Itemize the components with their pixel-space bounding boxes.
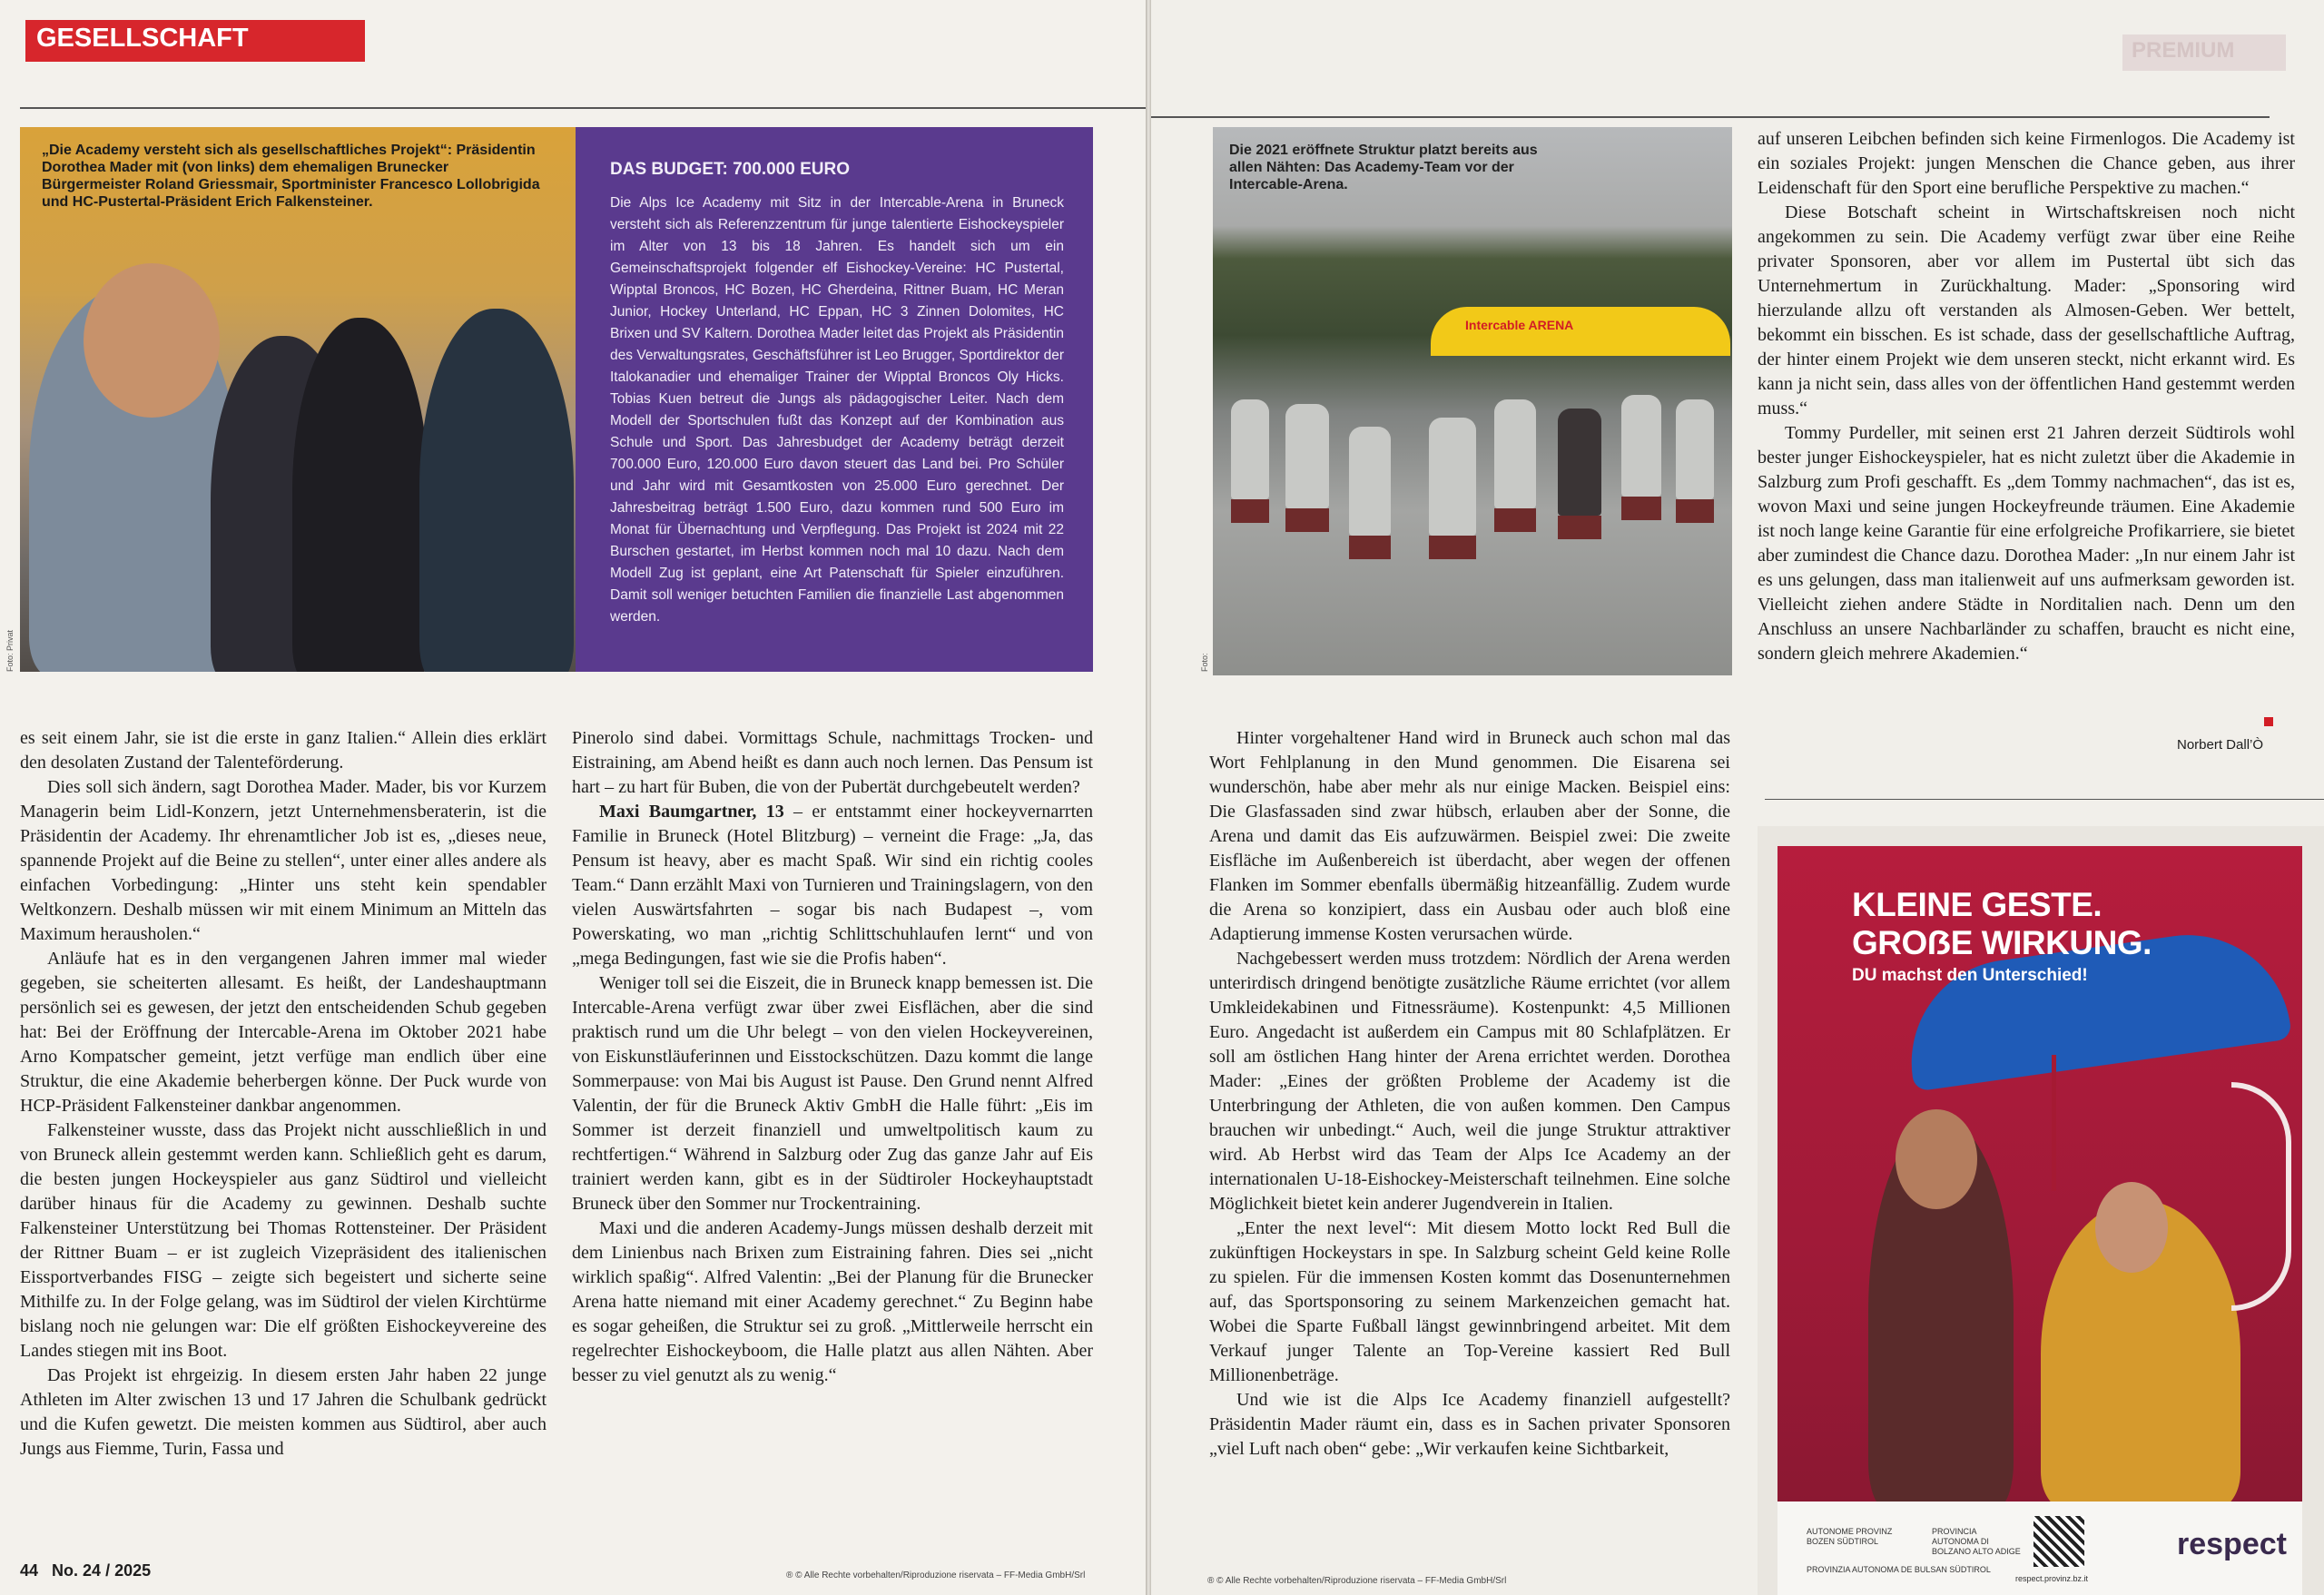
qr-code (2034, 1516, 2084, 1567)
respect-logo: respect (2177, 1527, 2287, 1561)
arena-sign: Intercable ARENA (1465, 318, 1574, 332)
photo-caption: Die 2021 eröffnete Struktur platzt bereits aus allen Nähten: Das Academy-Team vor der Intercable-Arena. (1229, 143, 1538, 192)
academy-photo (20, 127, 576, 672)
paragraph: Pinerolo sind dabei. Vormittags Schule, nachmittags Trocken- und Eistraining, am Abend heißt es dann auch noch lernen. Das Pensum ist hart – zu hart für Buben, die von der Pubertät durchgebeutelt werden? (572, 728, 1093, 797)
person-figure (292, 318, 428, 672)
article-column-1 (20, 726, 547, 1462)
player-figure (1285, 404, 1329, 508)
paragraph: Maxi und die anderen Academy-Jungs müssen deshalb derzeit mit dem Linienbus nach Brixen zum Eistraining fahren. Dies sei „nicht wirklich spaßig“. Alfred Valentin: „Bei der Planung für die Brunecker Arena hatte niemand mit einer Academy gerechnet.“ Zu Beginn habe es sogar geheißen, die Struktur sei zu groß. „Mittlerweile herrscht ein regelrechter Eishockeyboom, die Halle platzt aus allen Nähten. Aber besser zu viel genutzt als zu wenig.“ (572, 1218, 1093, 1385)
person-face (84, 263, 220, 418)
paragraph-lead: Maxi Baumgartner, 13 (599, 802, 784, 822)
article-column-2 (572, 726, 1093, 1388)
budget-info-box (576, 127, 1093, 672)
ad-headline-line-2: GROẞE WIRKUNG. (1852, 924, 2152, 961)
player-figure (1494, 399, 1536, 508)
umbrella-handle (2052, 1055, 2056, 1191)
ad-headline (1852, 886, 2152, 962)
person-figure (419, 309, 574, 672)
header-rule (20, 107, 1146, 109)
player-figure (1558, 409, 1601, 516)
photo-credit: Foto: (1200, 653, 1209, 672)
player-figure (1621, 395, 1661, 497)
ghost-header-label: PREMIUM (2122, 34, 2286, 71)
ad-subline: DU machst den Unterschied! (1852, 966, 2088, 985)
budget-text: Die Alps Ice Academy mit Sitz in der Intercable-Arena in Bruneck versteht sich als Referenzzentrum für junge talentierte Eishockeyspieler im Alter von 13 bis 18 Jahren. Es handelt sich um ein Gemeinschaftsprojekt folgender elf Eishockey-Vereine: HC Pustertal, Wipptal Broncos, HC Bozen, HC Gherdeina, Rittner Buam, HC Meran Junior, Hockey Unterland, HC Eppan, HC 3 Zinnen Dolomites, HC Brixen und SV Kaltern. Dorothea Mader leitet das Projekt als Präsidentin des Verwaltungsrates, Geschäftsführer ist Leo Brugger, Sportdirektor der Italokanadier und ehemaliger Trainer der Wipptal Broncos Oly Hicks. Tobias Kuen betreut die Jungs als pädagogischer Leiter. Nach dem Modell der Sportschulen fußt das Konzept auf der Kombination aus Schule und Sport. Das Jahresbudget der Academy beträgt derzeit 700.000 Euro, 120.000 Euro davon steuert das Land bei. Pro Schüler und Jahr wird mit Gesamtkosten von 25.000 Euro gerechnet. Der Jahresbeitrag beträgt 1.500 Euro, dazu kommen rund 500 Euro im Monat für Übernachtung und Verpflegung. Das Projekt ist 2024 mit 22 Burschen gestartet, im Herbst kommen noch mal 10 dazu. Nach dem Modell Zug ist geplant, eine Art Patenschaft für Spieler einzuführen. Damit soll weniger betuchten Familien die finanzielle Last abgenommen werden. (610, 195, 1064, 625)
section-label: GESELLSCHAFT (25, 20, 365, 62)
province-label-de: AUTONOME PROVINZ BOZEN SÜDTIROL (1807, 1527, 1893, 1546)
player-figure (1429, 418, 1476, 536)
photo-caption: „Die Academy versteht sich als gesellschaftliches Projekt“: Präsidentin Dorothea Mader mit (von links) dem ehemaligen Brunecker Bürgermeister Roland Griessmair, Sportminister Francesco Lollobrigida und HC-Pustertal-Präsident Erich Falkensteiner. (42, 143, 540, 210)
ribbon-graphic (2231, 1082, 2291, 1311)
page-footer (20, 1561, 151, 1580)
article-column-3 (1209, 726, 1730, 1462)
photo-credit: Foto: Privat (5, 629, 15, 672)
left-page (0, 0, 1146, 1595)
ad-artwork (1777, 846, 2302, 1501)
paragraph: Falkensteiner wusste, dass das Projekt nicht ausschließlich in und von Bruneck allein gestemmt werden kann. Schließlich geht es darum, die besten jungen Hockeyspieler aus ganz Südtirol und vielleicht darüber hinaus für die Academy zu gewinnen. Deshalb suchte Falkensteiner Unterstützung bei Thomas Rottensteiner. Der Präsident der Rittner Buam – er ist zugleich Vizepräsident des italienischen Eissportverbandes FISG – zeigte sich begeistert und sicherte seine Mithilfe zu. In der Folge gelang, was im Südtirol der vielen Kirchtürme bislang noch nie gelungen war: Die elf größten Eishockeyvereine des Landes stiegen mit ins Boot. (20, 1120, 547, 1361)
paragraph: Dies soll sich ändern, sagt Dorothea Mader. Mader, bis vor Kurzem Managerin beim Lidl-Konzern, jetzt Unternehmensberaterin, ist die Präsidentin der Academy. Ihr ehrenamtlicher Job ist es, „dieses neue, spannende Projekt auf die Beine zu stellen“, unter einer alles andere als einfachen Vorbedingung: „Hinter uns steht kein spendabler Weltkonzern. Deshalb müssen wir mit einem Minimum an Mitteln das Maximum herausholen.“ (20, 777, 547, 944)
paragraph: es seit einem Jahr, sie ist die erste in ganz Italien.“ Allein dies erklärt den desolaten Zustand der Talenteförderung. (20, 728, 547, 773)
province-label-it: PROVINCIA AUTONOMA DI BOLZANO ALTO ADIGE (1932, 1527, 2021, 1556)
header-rule (1151, 116, 2270, 118)
ad-footer (1777, 1501, 2302, 1595)
paragraph: Hinter vorgehaltener Hand wird in Bruneck auch schon mal das Wort Fehlplanung in den Mund genommen. Die Eisarena sei wunderschön, habe aber mehr als nur einige Macken. Beispiel eins: Die Glasfassaden sind zwar hübsch, erlauben aber der Sonne, die Arena und damit das Eis aufzuwärmen. Beispiel zwei: Die zweite Eisfläche im Außenbereich ist überdacht, aber wegen der offenen Flanken im Sommer ebenfalls übermäßig hitzeanfällig. Zudem wurde die Arena so konzipiert, dass ein Ausbau oder auch bloß eine Adaptierung immense Kosten verursachen würde. (1209, 728, 1730, 944)
ad-headline-line-1: KLEINE GESTE. (1852, 886, 2102, 923)
player-figure (1676, 399, 1714, 499)
issue-number: No. 24 / 2025 (52, 1561, 152, 1580)
ad-separator-rule (1765, 799, 2324, 800)
paragraph: Nachgebessert werden muss trotzdem: Nördlich der Arena werden unterirdisch dringend benötigte zusätzliche Räume errichtet (vor allem Umkleidekabinen und Fitnessräume). Kostenpunkt: 4,5 Millionen Euro. Angedacht ist außerdem ein Campus mit 80 Schlafplätzen. Er soll am östlichen Hang hinter der Arena errichtet werden. Dorothea Mader: „Eines der größten Probleme der Academy ist die Unterbringung der Athleten, die von außen kommen. Den Campus brauchen wir unbedingt.“ Auch, weil die junge Struktur attraktiver wird. Ab Herbst wird das Team der Alps Ice Academy an der internationalen U-18-Eishockey-Meisterschaft teilnehmen. Eine solche Möglichkeit bietet kein anderer Jugendverein in Italien. (1209, 949, 1730, 1214)
woman-face (1896, 1109, 1977, 1209)
player-figure (1349, 427, 1391, 536)
article-column-4 (1758, 127, 2295, 666)
author-name: Norbert Dall’Ò (2177, 737, 2264, 753)
budget-heading: DAS BUDGET: 700.000 EURO (610, 160, 850, 179)
paragraph: Tommy Purdeller, mit seinen erst 21 Jahren derzeit Südtirols wohl bester junger Eishockeyspieler, hat es nicht zuletzt über die Akademie in Salzburg zum Profi geschafft. Es „dem Tommy nachmachen“, das ist es, wovon Maxi und seine jungen Hockeyfreunde träumen. Eine Akademie ist noch lange keine Garantie für eine erfolgreiche Profikarriere, sie bietet aber zumindest die Chance dazu. Dorothea Mader: „In nur einem Jahr ist es uns gelungen, dass man italienweit auf uns aufmerksam geworden ist. Vielleicht ziehen andere Städte in Norditalien nach. Denn um den Anschluss an unsere Nachbarländer zu schaffen, braucht es nicht eine, sondern gleich mehrere Akademien.“ (1758, 423, 2295, 664)
paragraph: auf unseren Leibchen befinden sich keine Firmenlogos. Die Academy ist ein soziales Projekt: jungen Menschen die Chance geben, aus ihrer Leidenschaft für den Sport eine berufliche Perspektive zu machen.“ (1758, 129, 2295, 198)
province-label-lad: PROVINZIA AUTONOMA DE BULSAN SÜDTIROL (1807, 1565, 1991, 1574)
author-credit (2177, 737, 2263, 753)
paragraph: Weniger toll sei die Eiszeit, die in Bruneck knapp bemessen ist. Die Intercable-Arena verfügt zwar über zwei Eisflächen, aber die sind praktisch rund um die Uhr belegt – von den vielen Hockeyvereinen, von Eiskunstläuferinnen und Eisstockschützen. Dazu kommt die lange Sommerpause: von Mai bis August ist Pause. Den Grund nennt Alfred Valentin, der für die Bruneck Aktiv GmbH die Halle führt: „Eis im Sommer ist derzeit finanziell und umweltpolitisch kaum zu rechtfertigen.“ Während in Salzburg oder Zug das ganze Jahr auf Eis trainiert werden kann, gibt es in der Südtiroler Hockeyhauptstadt Bruneck über den Sommer nur Trockentraining. (572, 973, 1093, 1214)
ad-url: respect.provinz.bz.it (2015, 1574, 2089, 1583)
copyright-note: ® © Alle Rechte vorbehalten/Riproduzione riservata – FF-Media GmbH/Srl (1207, 1576, 1507, 1586)
respect-advertisement (1758, 826, 2324, 1595)
paragraph: Und wie ist die Alps Ice Academy finanziell aufgestellt? Präsidentin Mader räumt ein, dass es in Sachen privater Sponsoren „viel Luft nach oben“ gebe: „Wir verkaufen keine Sichtbarkeit, (1209, 1390, 1730, 1459)
paragraph: Maxi Baumgartner, 13 – er entstammt einer hockeyvernarrten Familie in Bruneck (Hotel Blitzburg) – verneint die Frage: „Ja, das Pensum ist heavy, aber es macht Spaß. Wir sind ein richtig cooles Team.“ Dann erzählt Maxi von Turnieren und Trainingslagern, von den vielen Auswärtsfahrten – sogar bis nach Budapest –, vom Powerskating, wo man „richtig Schlittschuhlaufen lernt“ und von „mega Bedingungen, fast wie sie die Profis haben“. (572, 802, 1094, 969)
page-number: 44 (20, 1561, 39, 1580)
end-mark (2264, 717, 2273, 726)
man-face (2095, 1182, 2168, 1273)
paragraph: „Enter the next level“: Mit diesem Motto lockt Red Bull die zukünftigen Hockeystars in spe. In Salzburg scheint Geld keine Rolle zu spielen. Für die immensen Kosten kommt das Dosenunternehmen auf, das Sportsponsoring zu seinem Markenzeichen gemacht hat. Wobei die Sparte Fußball längst gewinnbringend arbeitet. Mit dem Verkauf junger Talente an Top-Vereine kassiert Red Bull Millionenbeträge. (1209, 1218, 1730, 1385)
paragraph: Anläufe hat es in den vergangenen Jahren immer mal wieder gegeben, sie scheiterten allesamt. Es heißt, der Landeshauptmann persönlich sei es gewesen, der jetzt den entscheidenden Schub gegeben hat: Bei der Eröffnung der Intercable-Arena im Oktober 2021 habe Arno Kompatscher gemeint, jetzt verfüge man endlich über eine Struktur, die eine Akademie beherbergen könne. Der Puck wurde von HCP-Präsident Falkensteiner dankbar angenommen. (20, 949, 547, 1116)
paragraph: Das Projekt ist ehrgeizig. In diesem ersten Jahr haben 22 junge Athleten im Alter zwischen 13 und 17 Jahren die Schulbank gedrückt und die Kufen gewetzt. Die meisten kommen aus Südtirol, aber auch Jungs aus Fiemme, Turin, Fassa und (20, 1365, 547, 1459)
right-page (1151, 0, 2324, 1595)
copyright-note: ® © Alle Rechte vorbehalten/Riproduzione riservata – FF-Media GmbH/Srl (786, 1570, 1086, 1580)
paragraph: Diese Botschaft scheint in Wirtschaftskreisen noch nicht angekommen zu sein. Die Academy verfügt zwar über eine Reihe privater Sponsoren, aber vor allem im Pustertal übt sich das Unternehmertum in Zurückhaltung. Mader: „Sponsoring wird hierzulande allzu oft verstanden als Almosen-Geben. Wer bettelt, bekommt ein bisschen. Es ist schade, dass der gesellschaftliche Auftrag, der hinter einem Projekt wie dem unseren steckt, nicht erkannt wird. Es kann ja nicht sein, dass alles von der öffentlichen Hand gestemmt werden muss.“ (1758, 202, 2295, 418)
player-figure (1231, 399, 1269, 499)
arena-team-photo (1213, 127, 1732, 675)
